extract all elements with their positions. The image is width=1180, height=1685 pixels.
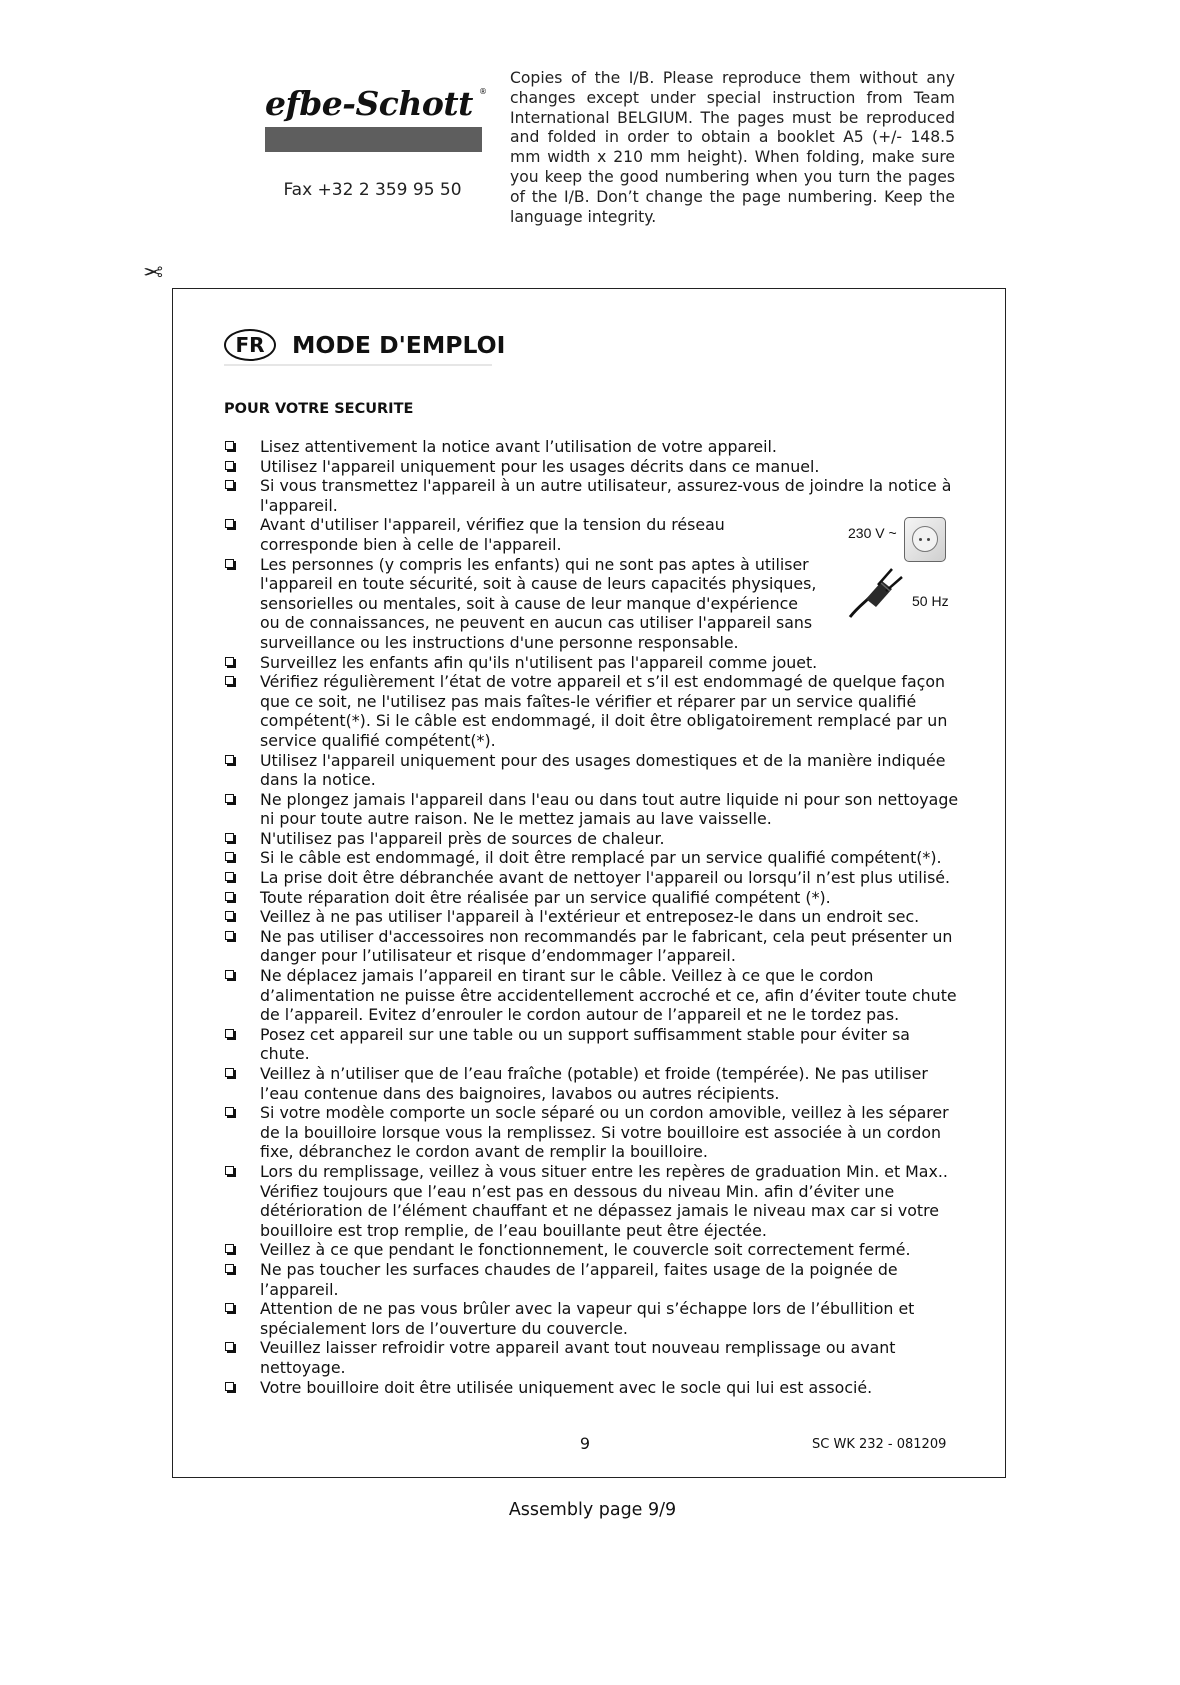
scissors-icon: ✂ <box>143 257 164 285</box>
assembly-page-label: Assembly page 9/9 <box>508 1500 677 1520</box>
manual-heading <box>224 326 506 366</box>
list-item <box>224 848 960 868</box>
checkbox-bullet-icon <box>225 559 234 568</box>
list-item <box>224 1378 960 1398</box>
list-item <box>224 829 960 849</box>
checkbox-bullet-icon <box>225 1068 234 1077</box>
page-title: MODE D'EMPLOI <box>292 331 506 359</box>
list-item <box>224 672 960 750</box>
checkbox-bullet-icon <box>225 1264 234 1273</box>
list-item-text: Veillez à ce que pendant le fonctionnement, le couvercle soit correctement fermé. <box>260 1240 911 1260</box>
list-item <box>224 457 960 477</box>
logo-wordmark: efbe-Schott <box>265 84 473 123</box>
list-item-text: Ne pas utiliser d'accessoires non recommandés par le fabricant, cela peut présenter un danger pour l’utilisateur et risque d’endommager l’appareil. <box>260 926 953 966</box>
checkbox-bullet-icon <box>225 676 234 685</box>
checkbox-bullet-icon <box>225 970 234 979</box>
list-item-text: Ne plongez jamais l'appareil dans l'eau ou dans tout autre liquide ni pour son nettoyage ni pour toute autre raison. Ne le mettez jamais au lave vaisselle. <box>260 789 959 829</box>
checkbox-bullet-icon <box>225 931 234 940</box>
frequency-label: 50 Hz <box>912 593 949 609</box>
list-item <box>224 653 960 673</box>
list-item <box>224 476 960 515</box>
list-item-text: Ne déplacez jamais l’appareil en tirant sur le câble. Veillez à ce que le cordon d’alimentation ne puisse être accidentellement accroché et ce, afin d’éviter toute chute de l’appareil. Evitez d’enrouler le cordon autour de l’appareil et ne le tordez pas. <box>260 966 957 1025</box>
list-item-text: Ne pas toucher les surfaces chaudes de l’appareil, faites usage de la poignée de l’appareil. <box>260 1259 898 1299</box>
checkbox-bullet-icon <box>225 519 234 528</box>
list-item <box>224 437 960 457</box>
checkbox-bullet-icon <box>225 872 234 881</box>
brand-logo <box>265 84 487 152</box>
checkbox-bullet-icon <box>225 480 234 489</box>
list-item <box>224 966 960 1025</box>
list-item-text: Veillez à ne pas utiliser l'appareil à l'extérieur et entreposez-le dans un endroit sec. <box>260 907 920 927</box>
list-item-text: Posez cet appareil sur une table ou un support suffisamment stable pour éviter sa chute. <box>260 1024 910 1064</box>
list-item-text: Les personnes (y compris les enfants) qui ne sont pas aptes à utiliser l'appareil en toute sécurité, soit à cause de leurs capacités physiques, sensorielles ou mentales, soit à cause de leur manque d'expérience ou de connaissances, ne peuvent en aucun cas utiliser l'appareil sans surveillance ou les instructions d'une personne responsable. <box>260 554 817 652</box>
checkbox-bullet-icon <box>225 892 234 901</box>
checkbox-bullet-icon <box>225 852 234 861</box>
voltage-figure <box>848 517 960 623</box>
list-item-text: Avant d'utiliser l'appareil, vérifiez que la tension du réseau corresponde bien à celle de l'appareil. <box>260 515 725 554</box>
checkbox-bullet-icon <box>225 461 234 470</box>
list-item-text: Vérifiez régulièrement l’état de votre appareil et s’il est endommagé de quelque façon que ce soit, ne l'utilisez pas mais faîtes-le vérifier et réparer par un service qualifié compétent(*). Si le câble est endommagé, il doit être obligatoirement remplacé par un service qualifié compétent(*). <box>260 672 948 750</box>
list-item <box>224 1025 960 1064</box>
list-item-text: Lisez attentivement la notice avant l’utilisation de votre appareil. <box>260 437 777 456</box>
heading-underline <box>224 364 492 366</box>
list-item <box>224 1162 960 1240</box>
section-title: POUR VOTRE SECURITE <box>224 401 414 417</box>
list-item-text: Veuillez laisser refroidir votre appareil avant tout nouveau remplissage ou avant nettoyage. <box>260 1338 896 1377</box>
wall-socket-icon <box>904 517 946 562</box>
list-item-text: Lors du remplissage, veillez à vous situer entre les repères de graduation Min. et Max.. Vérifiez toujours que l’eau n’est pas en dessous du niveau Min. afin d’éviter une détérioration de l’élément chauffant et ne dépassez jamais le niveau max car si votre bouilloire est trop remplie, de l’eau bouillante peut être éjectée. <box>260 1161 948 1240</box>
registered-mark: ® <box>479 87 487 96</box>
list-item-text: Votre bouilloire doit être utilisée uniquement avec le socle qui lui est associé. <box>260 1377 873 1397</box>
list-item-text: Utilisez l'appareil uniquement pour des usages domestiques et de la manière indiquée dans la notice. <box>260 750 946 790</box>
document-reference: SC WK 232 - 081209 <box>812 1437 947 1452</box>
list-item <box>224 515 820 554</box>
checkbox-bullet-icon <box>225 1382 234 1391</box>
list-item-text: Surveillez les enfants afin qu'ils n'utilisent pas l'appareil comme jouet. <box>260 652 818 672</box>
checkbox-bullet-icon <box>225 1107 234 1116</box>
page-number: 9 <box>579 1434 591 1453</box>
list-item-text: Si vous transmettez l'appareil à un autre utilisateur, assurez-vous de joindre la notice à l'appareil. <box>260 476 952 515</box>
list-item-text: Toute réparation doit être réalisée par un service qualifié compétent (*). <box>260 887 831 907</box>
checkbox-bullet-icon <box>225 657 234 666</box>
printing-instructions: Copies of the I/B. Please reproduce them without any changes except under special instruction from Team International BELGIUM. The pages must be reproduced and folded in order to obtain a booklet A5 (+/- 148.5 mm width x 210 mm height). When folding, make sure you keep the good numbering when you turn the pages of the I/B. Don’t change the page numbering. Keep the language integrity. <box>510 69 955 226</box>
list-item-text: Si le câble est endommagé, il doit être remplacé par un service qualifié compétent(*). <box>260 848 942 868</box>
list-item <box>224 1240 960 1260</box>
list-item <box>224 927 960 966</box>
checkbox-bullet-icon <box>225 1029 234 1038</box>
list-item <box>224 907 960 927</box>
list-item-text: N'utilisez pas l'appareil près de sources de chaleur. <box>260 828 665 848</box>
list-item <box>224 868 960 888</box>
list-item-text: Utilisez l'appareil uniquement pour les usages décrits dans ce manuel. <box>260 456 820 476</box>
list-item <box>224 555 820 653</box>
voltage-label: 230 V ~ <box>848 525 897 541</box>
logo-bar <box>265 127 482 152</box>
checkbox-bullet-icon <box>225 911 234 920</box>
list-item-text: Attention de ne pas vous brûler avec la vapeur qui s’échappe lors de l’ébullition et spécialement lors de l’ouverture du couvercle. <box>260 1299 915 1338</box>
list-item <box>224 790 960 829</box>
list-item <box>224 1338 960 1377</box>
power-plug-icon <box>848 563 908 619</box>
list-item <box>224 888 960 908</box>
list-item-text: Veillez à n’utiliser que de l’eau fraîche (potable) et froide (tempérée). Ne pas utiliser l’eau contenue dans des baignoires, lavabos ou autres récipients. <box>260 1064 928 1103</box>
checkbox-bullet-icon <box>225 441 234 450</box>
list-item <box>224 1260 960 1299</box>
checkbox-bullet-icon <box>225 1342 234 1351</box>
list-item-text: Si votre modèle comporte un socle séparé ou un cordon amovible, veillez à les séparer de la bouilloire lorsque vous la remplissez. Si votre bouilloire est associée à un cordon fixe, débranchez le cordon avant de remplir la bouilloire. <box>260 1103 949 1162</box>
checkbox-bullet-icon <box>225 794 234 803</box>
fax-number: Fax +32 2 359 95 50 <box>283 180 462 200</box>
checkbox-bullet-icon <box>225 755 234 764</box>
checkbox-bullet-icon <box>225 1166 234 1175</box>
checkbox-bullet-icon <box>225 1303 234 1312</box>
list-item-text: La prise doit être débranchée avant de nettoyer l'appareil ou lorsqu’il n’est plus utilisé. <box>260 868 951 888</box>
language-badge: FR <box>224 329 276 361</box>
list-item <box>224 1299 960 1338</box>
list-item <box>224 1064 960 1103</box>
list-item <box>224 751 960 790</box>
checkbox-bullet-icon <box>225 1244 234 1253</box>
checkbox-bullet-icon <box>225 833 234 842</box>
list-item <box>224 1103 960 1162</box>
